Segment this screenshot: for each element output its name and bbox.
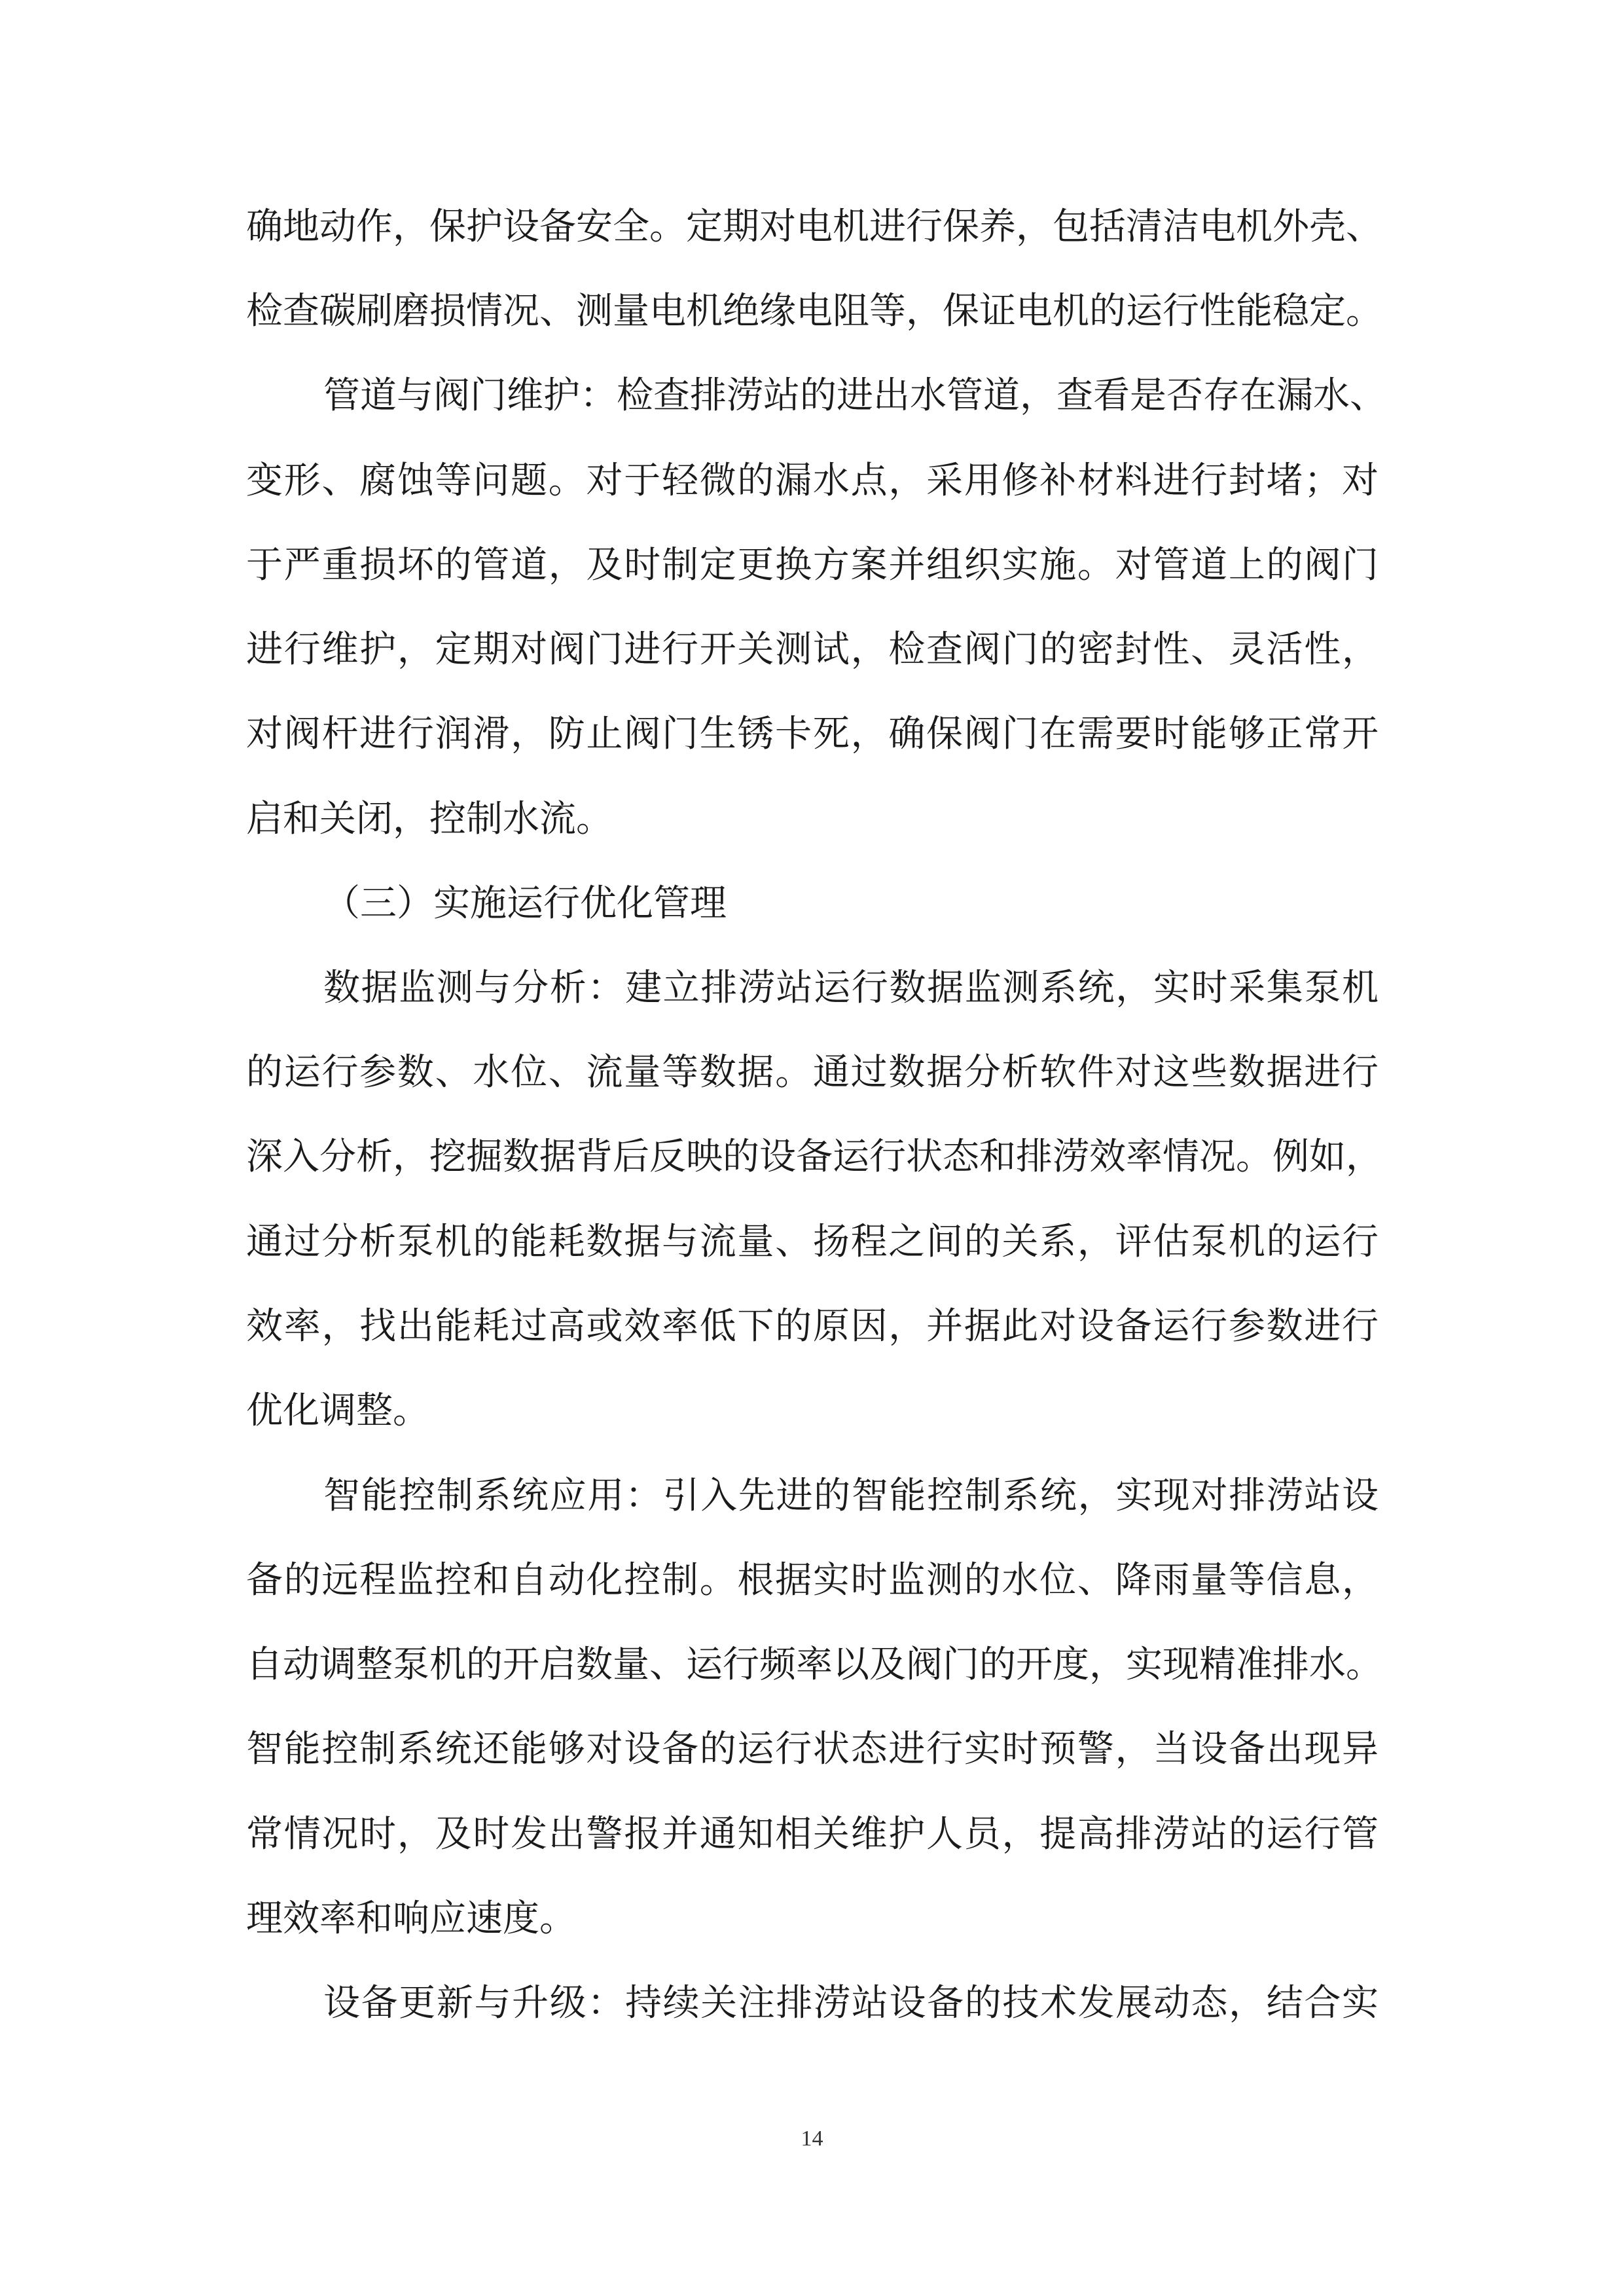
body-text-line: 检查碳刷磨损情况、测量电机绝缘电阻等，保证电机的运行性能稳定。 <box>246 290 1382 332</box>
body-text-line: 变形、腐蚀等问题。对于轻微的漏水点，采用修补材料进行封堵；对 <box>246 459 1379 502</box>
body-text-line: 自动调整泵机的开启数量、运行频率以及阀门的开度，实现精准排水。 <box>246 1643 1382 1686</box>
body-text-line: 进行维护，定期对阀门进行开关测试，检查阀门的密封性、灵活性， <box>246 628 1379 671</box>
body-text-line: 智能控制系统还能够对设备的运行状态进行实时预警，当设备出现异 <box>246 1728 1379 1770</box>
paragraph-first-line: 管道与阀门维护：检查排涝站的进出水管道，查看是否存在漏水、 <box>323 374 1386 417</box>
body-text-line: 对阀杆进行润滑，防止阀门生锈卡死，确保阀门在需要时能够正常开 <box>246 713 1379 755</box>
paragraph-first-line: 智能控制系统应用：引入先进的智能控制系统，实现对排涝站设 <box>323 1475 1379 1517</box>
body-text-line: 深入分析，挖掘数据背后反映的设备运行状态和排涝效率情况。例如， <box>246 1136 1382 1178</box>
paragraph-first-line: 数据监测与分析：建立排涝站运行数据监测系统，实时采集泵机 <box>323 967 1379 1009</box>
body-text-line: 优化调整。 <box>246 1390 429 1432</box>
paragraph-first-line: 设备更新与升级：持续关注排涝站设备的技术发展动态，结合实 <box>323 1982 1379 2024</box>
body-text-line: 启和关闭，控制水流。 <box>246 798 613 840</box>
body-text-line: 效率，找出能耗过高或效率低下的原因，并据此对设备运行参数进行 <box>246 1305 1379 1348</box>
body-text-line: 的运行参数、水位、流量等数据。通过数据分析软件对这些数据进行 <box>246 1051 1379 1094</box>
body-text-line: 通过分析泵机的能耗数据与流量、扬程之间的关系，评估泵机的运行 <box>246 1221 1379 1263</box>
body-text-line: 备的远程监控和自动化控制。根据实时监测的水位、降雨量等信息， <box>246 1559 1379 1602</box>
body-text-line: 常情况时，及时发出警报并通知相关维护人员，提高排涝站的运行管 <box>246 1813 1379 1856</box>
body-text-line: 理效率和响应速度。 <box>246 1897 576 1940</box>
page-number: 14 <box>801 2126 823 2151</box>
body-text-line: 于严重损坏的管道，及时制定更换方案并组织实施。对管道上的阀门 <box>246 544 1379 586</box>
body-text-line: 确地动作，保护设备安全。定期对电机进行保养，包括清洁电机外壳、 <box>246 206 1382 248</box>
section-heading: （三）实施运行优化管理 <box>323 882 727 925</box>
